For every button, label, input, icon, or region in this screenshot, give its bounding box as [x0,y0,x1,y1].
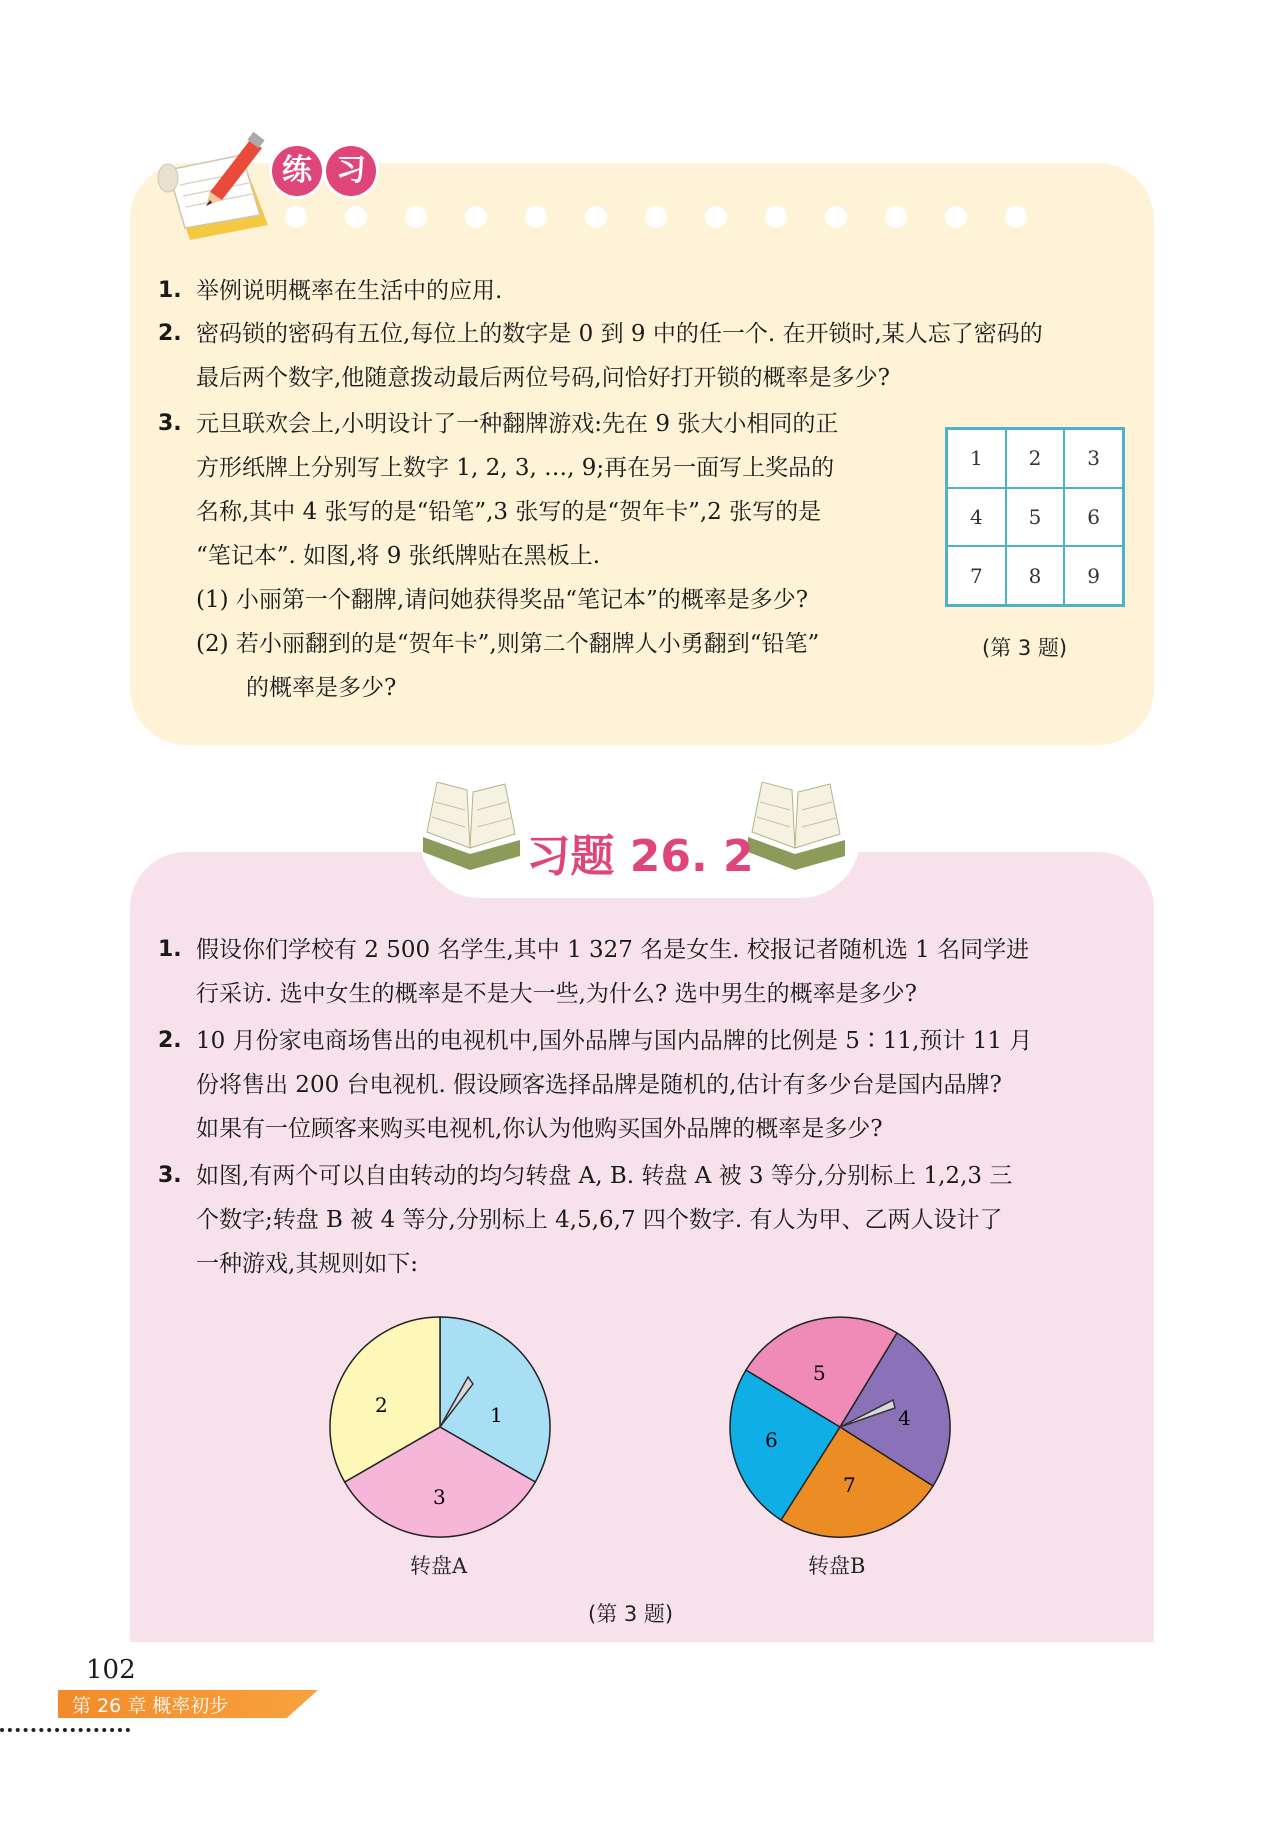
spinner-a-label-1: 1 [490,1403,503,1427]
practice-badge-char-2: 习 [326,146,376,196]
question-line: 假设你们学校有 2 500 名学生,其中 1 327 名是女生. 校报记者随机选 1 名同学进 [196,937,1030,963]
spinner-a-caption: 转盘A [410,1554,468,1578]
question-line: 份将售出 200 台电视机. 假设顾客选择品牌是随机的,估计有多少台是国内品牌? [196,1072,1002,1098]
pencil-paper-icon [150,130,290,245]
question-line: 名称,其中 4 张写的是“铅笔”,3 张写的是“贺年卡”,2 张写的是 [196,499,822,525]
grid-cell: 1 [947,429,1006,488]
grid-cell: 2 [1006,429,1065,488]
question-number: 1. [158,937,182,962]
question-line: 行采访. 选中女生的概率是不是大一些,为什么? 选中男生的概率是多少? [196,981,917,1007]
spinner-b-label-4: 4 [898,1406,911,1430]
dot-row-decoration [285,206,1085,230]
question-line: 举例说明概率在生活中的应用. [196,278,503,304]
grid-cell: 4 [947,488,1006,547]
grid-cell: 3 [1064,429,1123,488]
spinner-a [325,1312,555,1542]
question-line: 最后两个数字,他随意拨动最后两位号码,问恰好打开锁的概率是多少? [196,365,890,391]
spinner-b-label-7: 7 [843,1473,856,1497]
spinner-a-label-3: 3 [433,1485,446,1509]
question-number: 3. [158,411,182,436]
number-card-grid [945,427,1125,607]
practice-question-3 [158,408,938,708]
question-number: 3. [158,1163,182,1188]
question-number: 1. [158,278,182,303]
chapter-label: 第 26 章 概率初步 [72,1695,229,1717]
page-number: 102 [86,1655,136,1685]
grid-cell: 6 [1064,488,1123,547]
grid-cell: 7 [947,546,1006,605]
sub-question-1: (1) 小丽第一个翻牌,请问她获得奖品“笔记本”的概率是多少? [196,587,809,613]
grid-cell: 5 [1006,488,1065,547]
practice-badge-char-1: 练 [272,146,322,196]
exercise-question-1 [158,934,1148,1024]
practice-question-1 [158,275,1138,315]
question-line: 10 月份家电商场售出的电视机中,国外品牌与国内品牌的比例是 5∶11,预计 11 月 [196,1028,1033,1054]
question-line: 密码锁的密码有五位,每位上的数字是 0 到 9 中的任一个. 在开锁时,某人忘了密码的 [196,321,1043,347]
spinner-b-label-5: 5 [813,1361,826,1385]
grid-cell: 8 [1006,546,1065,605]
spinner-a-label-2: 2 [375,1393,388,1417]
spinner-b-label-6: 6 [765,1428,778,1452]
question-number: 2. [158,1028,182,1053]
question-line: 个数字;转盘 B 被 4 等分,分别标上 4,5,6,7 四个数字. 有人为甲、乙两人设计了 [196,1207,1003,1233]
sub-question-2: (2) 若小丽翻到的是“贺年卡”,则第二个翻牌人小勇翻到“铅笔” [196,631,820,657]
question-line: “笔记本”. 如图,将 9 张纸牌贴在黑板上. [196,543,601,569]
exercise-question-2 [158,1025,1148,1160]
grid-cell: 9 [1064,546,1123,605]
exercise-title: 习题 26. 2 [526,831,754,882]
grid-caption: (第 3 题) [982,636,1068,660]
practice-question-2 [158,318,1138,408]
exercise-question-3 [158,1160,1148,1295]
spinner-b [725,1312,955,1542]
spinner-figure-caption: (第 3 题) [588,1602,674,1626]
question-line: 如果有一位顾客来购买电视机,你认为他购买国外品牌的概率是多少? [196,1116,883,1142]
question-number: 2. [158,321,182,346]
sub-question-2-cont: 的概率是多少? [246,675,397,701]
question-line: 一种游戏,其规则如下: [196,1251,419,1277]
question-line: 方形纸牌上分别写上数字 1, 2, 3, …, 9;再在另一面写上奖品的 [196,455,835,481]
question-line: 如图,有两个可以自由转动的均匀转盘 A, B. 转盘 A 被 3 等分,分别标上 1,2,3 三 [196,1163,1013,1189]
question-line: 元旦联欢会上,小明设计了一种翻牌游戏:先在 9 张大小相同的正 [196,411,839,437]
spinner-b-caption: 转盘B [808,1554,866,1578]
footer-dotted-line [0,1728,130,1732]
